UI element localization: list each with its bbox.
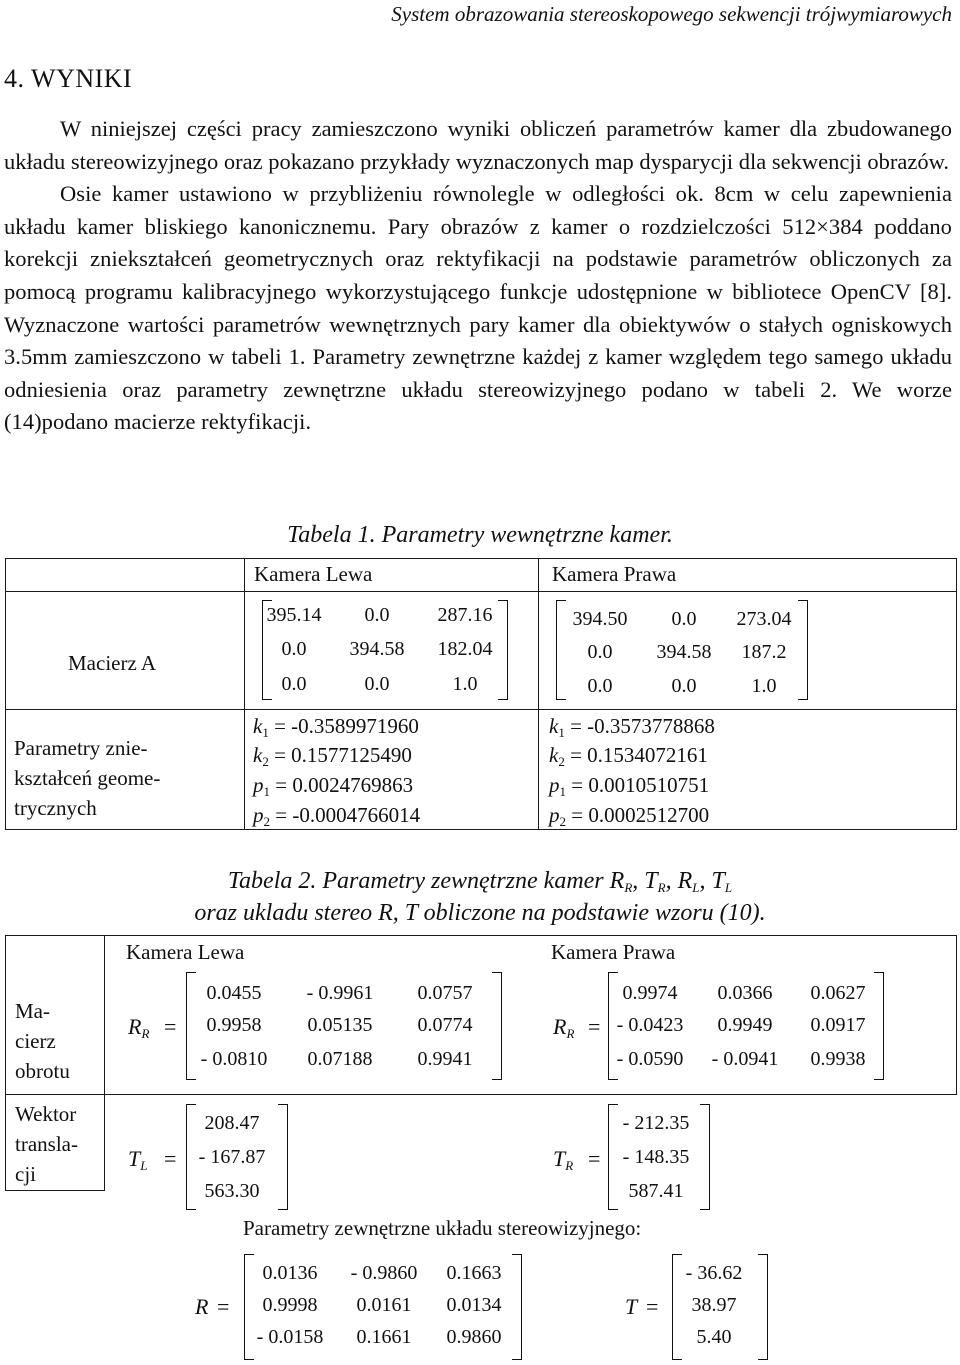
vector-cell: 38.97 bbox=[691, 1294, 737, 1316]
equals-sign: = bbox=[217, 1294, 230, 1319]
dist-label-line-3: trycznych bbox=[14, 796, 97, 820]
matrix-cell: - 0.0158 bbox=[256, 1326, 324, 1348]
stereo-heading: Parametry zewnętrzne układu stereowizyjnego: bbox=[243, 1216, 642, 1240]
matrix-cell: 0.0 bbox=[364, 604, 390, 626]
table1-row-distortion bbox=[14, 733, 160, 823]
macierz-word: Macierz A bbox=[68, 651, 157, 675]
matrix-cell: 0.0366 bbox=[717, 982, 773, 1004]
distortion-coefficient: $p_1 = 0.0024769863$ bbox=[253, 773, 414, 799]
paragraph-2: Osie kamer ustawiono w przybliżeniu równolegle w odległości ok. 8cm w celu zapewnienia układu kamer bliskiego kanonicznemu. Pary obrazów z kamer o rozdzielczości 512×384 poddano korekcji zniekształceń geometrycznych oraz rektyfikacji na podstawie parametrów obliczonych za pomocą programu kalibracyjnego wykorzystującego funkcje udostępnione w bibliotece OpenCV [8]. Wyznaczone wartości parametrów wewnętrznych pary kamer dla obiektywów o stałych ogniskowych 3.5mm zamieszczono w tabeli 1. Parametry zewnętrzne każdej z kamer względem tego samego układu odniesienia oraz parametry zewnętrzne układu stereowizyjnego podano w tabeli 2. We worze (14)podano macierze rektyfikacji. bbox=[4, 181, 952, 435]
matrix-cell: 0.0136 bbox=[262, 1262, 318, 1284]
matrix-symbol-r: R bbox=[195, 1294, 209, 1319]
table2-right-border bbox=[956, 935, 957, 1095]
distortion-coefficient: $k_2 = 0.1577125490$ bbox=[253, 743, 412, 769]
matrix-cell: 0.0 bbox=[587, 641, 613, 663]
table2-caption-line-2: oraz ukladu stereo R, T obliczone na podstawie wzoru (10). bbox=[194, 900, 766, 926]
vector-symbol-tl: $T_L$ bbox=[128, 1146, 148, 1173]
matrix-cell: 0.0 bbox=[587, 675, 613, 697]
distortion-coefficient: $p_2 = -0.0004766014$ bbox=[253, 803, 421, 829]
table2-left-border-lower bbox=[5, 1094, 6, 1190]
matrix-cell: 0.9998 bbox=[262, 1294, 318, 1316]
table2-row-translation: Wektor transla- cji bbox=[15, 1102, 78, 1186]
matrix-cell: 1.0 bbox=[751, 675, 777, 697]
matrix-cell: 273.04 bbox=[736, 608, 792, 630]
table2-bottom-rule-left bbox=[5, 1190, 105, 1191]
matrix-cell: 1.0 bbox=[452, 673, 478, 695]
vector-symbol-tr: $T_R$ bbox=[553, 1146, 574, 1173]
equals-sign: = bbox=[588, 1146, 601, 1171]
table1-col-divider-2 bbox=[538, 558, 539, 830]
distortion-coefficient: $p_2 = 0.0002512700$ bbox=[549, 803, 710, 829]
matrix-cell: 395.14 bbox=[266, 604, 322, 626]
vector-cell: 5.40 bbox=[696, 1326, 732, 1348]
matrix-cell: 0.0 bbox=[671, 608, 697, 630]
matrix-cell: 0.9860 bbox=[446, 1326, 502, 1348]
table2-header-left: Kamera Lewa bbox=[126, 940, 245, 964]
body-text bbox=[4, 113, 952, 439]
matrix-cell: 0.0 bbox=[281, 638, 307, 660]
matrix-cell: 187.2 bbox=[741, 641, 787, 663]
vector-cell: 587.41 bbox=[628, 1180, 684, 1202]
matrix-cell: 0.07188 bbox=[307, 1048, 373, 1070]
table1-right-border bbox=[956, 558, 957, 830]
matrix-cell: 182.04 bbox=[437, 638, 493, 660]
matrix-cell: - 0.0423 bbox=[616, 1014, 684, 1036]
matrix-cell: 0.0917 bbox=[810, 1014, 866, 1036]
equals-sign: = bbox=[588, 1014, 601, 1039]
vector-cell: 208.47 bbox=[204, 1112, 260, 1134]
table1-header-left: Kamera Lewa bbox=[254, 562, 373, 586]
matrix-cell: 0.0134 bbox=[446, 1294, 502, 1316]
matrix-cell: 0.0774 bbox=[417, 1014, 473, 1036]
matrix-cell: - 0.9961 bbox=[306, 982, 374, 1004]
matrix-cell: 0.9938 bbox=[810, 1048, 866, 1070]
section-title: 4. WYNIKI bbox=[4, 64, 133, 93]
matrix-cell: 0.9974 bbox=[622, 982, 678, 1004]
matrix-cell: 0.1661 bbox=[356, 1326, 412, 1348]
matrix-cell: 0.1663 bbox=[446, 1262, 502, 1284]
matrix-cell: 0.0 bbox=[364, 673, 390, 695]
dist-label-line-1: Parametry znie- bbox=[14, 736, 148, 760]
distortion-coefficient: $p_1 = 0.0010510751$ bbox=[549, 773, 710, 799]
distortion-coefficient: $k_1 = -0.3589971960$ bbox=[253, 714, 419, 740]
vector-cell: - 212.35 bbox=[622, 1112, 690, 1134]
matrix-cell: - 0.9860 bbox=[350, 1262, 418, 1284]
matrix-cell: 287.16 bbox=[437, 604, 493, 626]
matrix-cell: 0.9958 bbox=[206, 1014, 262, 1036]
vector-cell: - 148.35 bbox=[622, 1146, 690, 1168]
table1-mid-rule bbox=[5, 709, 957, 710]
running-header: System obrazowania stereoskopowego sekwencji trójwymiarowych bbox=[391, 2, 952, 26]
matrix-cell: 0.9941 bbox=[417, 1048, 473, 1070]
matrix-symbol-rr-right: $R_R$ bbox=[553, 1014, 575, 1041]
vector-cell: - 167.87 bbox=[198, 1146, 266, 1168]
equals-sign: = bbox=[646, 1294, 659, 1319]
table2-mid-rule bbox=[5, 1094, 957, 1095]
table1-bottom-rule bbox=[5, 829, 957, 830]
matrix-cell: 394.58 bbox=[656, 641, 712, 663]
matrix-cell: - 0.0810 bbox=[200, 1048, 268, 1070]
matrix-cell: 0.0 bbox=[671, 675, 697, 697]
table1-caption: Tabela 1. Parametry wewnętrzne kamer. bbox=[287, 522, 673, 548]
table2-top-rule bbox=[5, 935, 957, 936]
table2-caption-line-1: Tabela 2. Parametry zewnętrzne kamer $R_R$, $T_R$, $R_L$, $T_L$ bbox=[227, 868, 733, 895]
table1-header-rule bbox=[5, 591, 957, 592]
equals-sign: = bbox=[164, 1014, 177, 1039]
matrix-cell: 0.0627 bbox=[810, 982, 866, 1004]
table1-row-matrix-a bbox=[68, 651, 156, 676]
equals-sign: = bbox=[164, 1146, 177, 1171]
distortion-coefficient: $k_2 = 0.1534072161$ bbox=[549, 743, 708, 769]
vector-symbol-t: T bbox=[625, 1294, 638, 1319]
table2-row-rotation: Ma- cierz obrotu bbox=[15, 999, 70, 1083]
matrix-cell: 0.0 bbox=[281, 673, 307, 695]
matrix-cell: 0.05135 bbox=[307, 1014, 373, 1036]
table1-left-border bbox=[5, 558, 6, 830]
matrix-cell: - 0.0941 bbox=[711, 1048, 779, 1070]
matrix-cell: 394.50 bbox=[572, 608, 628, 630]
vector-cell: 563.30 bbox=[204, 1180, 260, 1202]
table1-header-right: Kamera Prawa bbox=[552, 562, 677, 586]
matrix-cell: 0.0757 bbox=[417, 982, 473, 1004]
table2-header-right: Kamera Prawa bbox=[551, 940, 676, 964]
distortion-coefficient: $k_1 = -0.3573778868$ bbox=[549, 714, 715, 740]
table2-col-divider bbox=[104, 935, 105, 1190]
paragraph-1: W niniejszej części pracy zamieszczono wyniki obliczeń parametrów kamer dla zbudowanego układu stereowizyjnego oraz pokazano przykłady wyznaczonych map dysparycji dla sekwencji obrazów. bbox=[4, 116, 952, 174]
matrix-cell: 0.9949 bbox=[717, 1014, 773, 1036]
table2-left-border bbox=[5, 935, 6, 1095]
matrix-symbol-rr-left: $R_R$ bbox=[128, 1014, 150, 1041]
matrix-cell: 0.0161 bbox=[356, 1294, 412, 1316]
matrix-cell: - 0.0590 bbox=[616, 1048, 684, 1070]
matrix-cell: 0.0455 bbox=[206, 982, 262, 1004]
table1-top-rule bbox=[5, 558, 957, 559]
vector-cell: - 36.62 bbox=[685, 1262, 743, 1284]
matrix-cell: 394.58 bbox=[349, 638, 405, 660]
dist-label-line-2: kształceń geome- bbox=[14, 766, 161, 790]
